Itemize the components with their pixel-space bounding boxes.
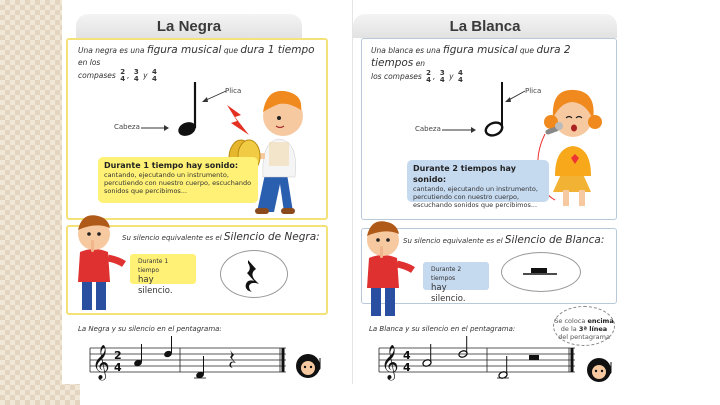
quarter-note-icon [167,80,207,140]
negra-intro-text: Una negra es una figura musical que dura 1 tiempo en los compases 2 4 , 3 4 y 4 4 [78,44,315,83]
meter-2-4: 2 4 [426,69,432,84]
negra-silence-text: Su silencio equivalente es el Silencio de Negra: [122,231,320,243]
blanca-intro-text: Una blanca es una figura musical que dura 2 tiempos en los compases 2 4 , 3 4 y 4 4 [371,44,571,84]
svg-text:2: 2 [114,349,122,362]
blanca-slide-panel [352,0,620,384]
svg-text:4: 4 [403,349,411,362]
mascot-head-icon [585,356,617,384]
meter-4-4: 4 4 [151,68,157,83]
negra-sound-callout: Durante 1 tiempo hay sonido: cantando, ejecutando un instrumento, percutiendo con nuestro cuerpo, escuchando sonidos que percibimos... [98,157,258,203]
half-rest-icon [521,266,561,282]
blanca-cabeza-label: Cabeza [415,125,441,133]
negra-title: La Negra [76,14,302,38]
quarter-rest-icon [242,258,262,292]
arrow-icon [140,124,170,132]
treble-clef-icon: 𝄞 [381,345,399,380]
blanca-staff-caption: La Blanca y su silencio en el pentagrama: [369,325,516,333]
meter-3-4: 3 4 [439,69,445,84]
mascot-head-icon [294,352,326,380]
negra-plica-label: Plica [225,87,242,95]
blanca-rest-cloud-note: Se coloca encima de la 3ª línea del pentagrama [553,306,615,346]
negra-staff [90,338,290,382]
boy-shushing-illustration [353,216,415,320]
arrow-icon [200,90,228,104]
arrow-icon [441,126,477,134]
negra-cabeza-label: Cabeza [114,123,140,131]
negra-staff-caption: La Negra y su silencio en el pentagrama: [78,325,222,333]
svg-text:4: 4 [403,361,411,374]
negra-slide-panel [62,0,340,384]
treble-clef-icon: 𝄞 [92,345,110,380]
boy-shushing-illustration [64,210,126,314]
blanca-staff [379,338,579,382]
blanca-silence-text: Su silencio equivalente es el Silencio de Blanca: [403,234,605,246]
meter-4-4: 4 4 [457,69,463,84]
negra-silence-note: Durante 1 tiempo hay silencio. [130,254,196,284]
blanca-title: La Blanca [353,14,617,38]
blanca-sound-callout: Durante 2 tiempos hay sonido: cantando, ejecutando un instrumento, percutiendo con nuestro cuerpo, escuchando sonidos que percibimos... [407,160,549,202]
meter-3-4: 3 4 [133,68,139,83]
half-note-icon [475,80,515,140]
blanca-silence-note: Durante 2 tiempos hay silencio. [423,262,489,290]
blanca-plica-label: Plica [525,87,542,95]
svg-text:4: 4 [114,361,122,374]
arrow-icon [503,90,527,104]
meter-2-4: 2 4 [120,68,126,83]
sound-spark-icon [225,103,253,137]
